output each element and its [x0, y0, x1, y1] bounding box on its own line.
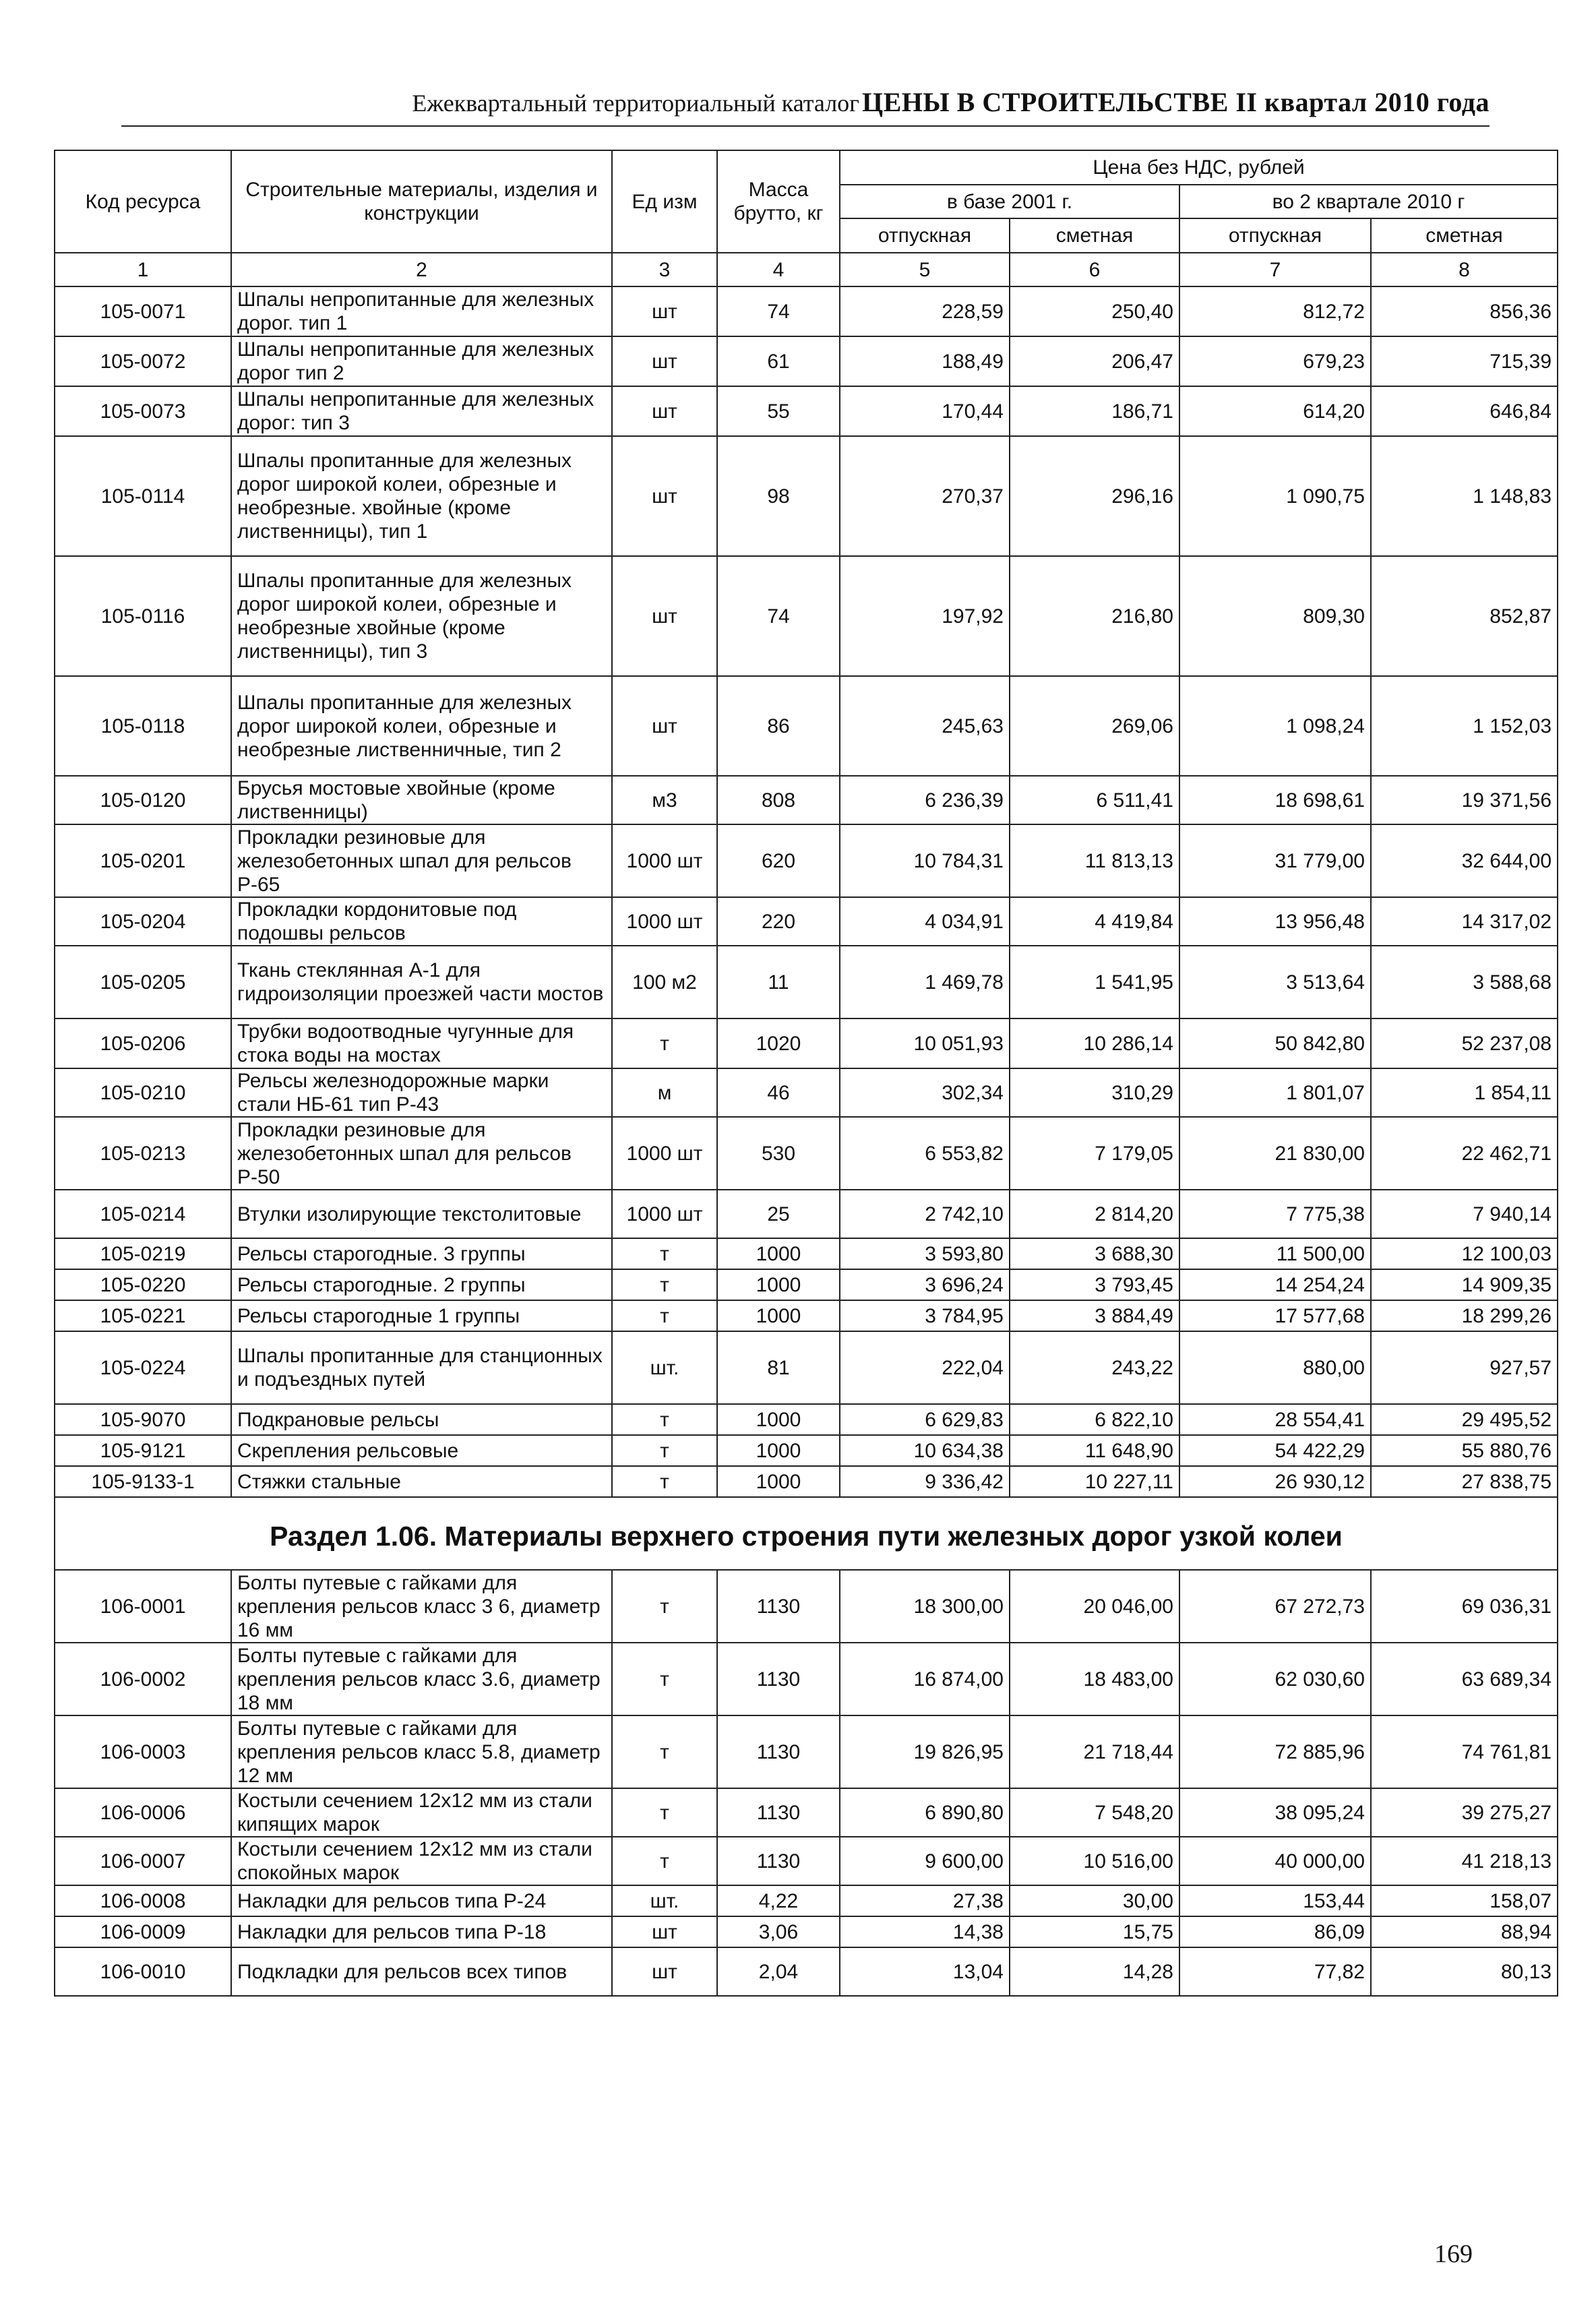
price-release-2001: 27,38 — [840, 1885, 1010, 1916]
mass-cell: 1130 — [717, 1788, 840, 1837]
price-estimate-2001: 250,40 — [1010, 286, 1179, 336]
table-body-section-2 — [55, 1570, 1558, 1996]
unit-cell: т — [612, 1837, 717, 1885]
price-release-2001: 10 784,31 — [840, 824, 1010, 897]
price-release-2001: 10 634,38 — [840, 1435, 1010, 1466]
resource-code: 106-0001 — [55, 1570, 231, 1643]
unit-cell: 1000 шт — [612, 1117, 717, 1190]
mass-cell: 61 — [717, 336, 840, 386]
unit-cell: т — [612, 1466, 717, 1497]
material-name: Шпалы пропитанные для станционных и подъездных путей — [231, 1331, 612, 1404]
price-estimate-2001: 15,75 — [1010, 1916, 1179, 1947]
price-release-2010: 1 801,07 — [1179, 1068, 1371, 1117]
price-estimate-2010: 39 275,27 — [1371, 1788, 1558, 1837]
resource-code: 106-0003 — [55, 1715, 231, 1788]
resource-code: 105-0214 — [55, 1190, 231, 1238]
price-estimate-2001: 20 046,00 — [1010, 1570, 1179, 1643]
price-estimate-2010: 7 940,14 — [1371, 1190, 1558, 1238]
material-name: Стяжки стальные — [231, 1466, 612, 1497]
material-name: Рельсы старогодные 1 группы — [231, 1300, 612, 1331]
mass-cell: 98 — [717, 436, 840, 556]
material-name: Подкрановые рельсы — [231, 1404, 612, 1435]
price-estimate-2010: 1 152,03 — [1371, 676, 1558, 776]
price-estimate-2001: 296,16 — [1010, 436, 1179, 556]
material-name: Шпалы непропитанные для железных дорог. тип 1 — [231, 286, 612, 336]
resource-code: 105-0118 — [55, 676, 231, 776]
price-estimate-2001: 30,00 — [1010, 1885, 1179, 1916]
price-release-2010: 38 095,24 — [1179, 1788, 1371, 1837]
unit-cell: т — [612, 1570, 717, 1643]
resource-code: 105-0219 — [55, 1238, 231, 1269]
table-row — [55, 1018, 1558, 1068]
resource-code: 106-0007 — [55, 1837, 231, 1885]
material-name: Шпалы пропитанные для железных дорог широкой колеи, обрезные и необрезные хвойные (кроме лиственницы), тип 3 — [231, 556, 612, 676]
mass-cell: 1000 — [717, 1238, 840, 1269]
resource-code: 105-0116 — [55, 556, 231, 676]
price-estimate-2001: 1 541,95 — [1010, 946, 1179, 1018]
mass-cell: 81 — [717, 1331, 840, 1404]
price-release-2010: 3 513,64 — [1179, 946, 1371, 1018]
price-release-2010: 17 577,68 — [1179, 1300, 1371, 1331]
section-title: Раздел 1.06. Материалы верхнего строения пути железных дорог узкой колеи — [55, 1497, 1558, 1570]
col-header-estimate-2010: сметная — [1371, 218, 1558, 253]
price-release-2010: 880,00 — [1179, 1331, 1371, 1404]
mass-cell: 1130 — [717, 1643, 840, 1715]
resource-code: 106-0010 — [55, 1947, 231, 1996]
price-release-2001: 19 826,95 — [840, 1715, 1010, 1788]
material-name: Шпалы непропитанные для железных дорог: тип 3 — [231, 386, 612, 436]
column-number: 3 — [612, 253, 717, 286]
price-estimate-2010: 18 299,26 — [1371, 1300, 1558, 1331]
page-number: 169 — [1434, 2240, 1473, 2268]
material-name: Шпалы пропитанные для железных дорог широкой колеи, обрезные и необрезные лиственничные, тип 2 — [231, 676, 612, 776]
material-name: Накладки для рельсов типа Р-24 — [231, 1885, 612, 1916]
mass-cell: 4,22 — [717, 1885, 840, 1916]
mass-cell: 3,06 — [717, 1916, 840, 1947]
resource-code: 105-0114 — [55, 436, 231, 556]
resource-code: 106-0009 — [55, 1916, 231, 1947]
material-name: Трубки водоотводные чугунные для стока воды на мостах — [231, 1018, 612, 1068]
price-estimate-2010: 1 148,83 — [1371, 436, 1558, 556]
col-header-code: Код ресурса — [55, 150, 231, 253]
price-release-2001: 4 034,91 — [840, 897, 1010, 946]
price-estimate-2001: 11 813,13 — [1010, 824, 1179, 897]
price-release-2010: 26 930,12 — [1179, 1466, 1371, 1497]
resource-code: 105-0210 — [55, 1068, 231, 1117]
price-release-2001: 302,34 — [840, 1068, 1010, 1117]
price-release-2010: 62 030,60 — [1179, 1643, 1371, 1715]
price-release-2010: 7 775,38 — [1179, 1190, 1371, 1238]
price-estimate-2001: 269,06 — [1010, 676, 1179, 776]
price-estimate-2010: 52 237,08 — [1371, 1018, 1558, 1068]
unit-cell: шт — [612, 1947, 717, 1996]
table-body — [55, 253, 1558, 1497]
mass-cell: 25 — [717, 1190, 840, 1238]
price-estimate-2010: 3 588,68 — [1371, 946, 1558, 1018]
price-release-2001: 9 600,00 — [840, 1837, 1010, 1885]
mass-cell: 1000 — [717, 1466, 840, 1497]
catalog-label: Ежеквартальный территориальный каталог — [412, 90, 859, 117]
col-header-mass: Масса брутто, кг — [717, 150, 840, 253]
table-row — [55, 436, 1558, 556]
price-estimate-2001: 10 516,00 — [1010, 1837, 1179, 1885]
price-release-2001: 18 300,00 — [840, 1570, 1010, 1643]
unit-cell: 1000 шт — [612, 1190, 717, 1238]
resource-code: 105-0221 — [55, 1300, 231, 1331]
unit-cell: м3 — [612, 776, 717, 824]
col-header-base-2001: в базе 2001 г. — [840, 185, 1179, 218]
price-release-2010: 72 885,96 — [1179, 1715, 1371, 1788]
unit-cell: т — [612, 1238, 717, 1269]
price-release-2001: 228,59 — [840, 286, 1010, 336]
table-row — [55, 1947, 1558, 1996]
price-estimate-2001: 18 483,00 — [1010, 1643, 1179, 1715]
price-estimate-2001: 3 884,49 — [1010, 1300, 1179, 1331]
price-estimate-2010: 646,84 — [1371, 386, 1558, 436]
column-number: 4 — [717, 253, 840, 286]
price-release-2001: 245,63 — [840, 676, 1010, 776]
price-release-2010: 77,82 — [1179, 1947, 1371, 1996]
table-header — [55, 150, 1558, 253]
material-name: Прокладки резиновые для железобетонных шпал для рельсов Р-65 — [231, 824, 612, 897]
price-estimate-2010: 856,36 — [1371, 286, 1558, 336]
resource-code: 106-0002 — [55, 1643, 231, 1715]
mass-cell: 1000 — [717, 1404, 840, 1435]
price-release-2010: 21 830,00 — [1179, 1117, 1371, 1190]
price-release-2001: 188,49 — [840, 336, 1010, 386]
price-release-2010: 18 698,61 — [1179, 776, 1371, 824]
price-estimate-2010: 69 036,31 — [1371, 1570, 1558, 1643]
unit-cell: шт — [612, 386, 717, 436]
price-release-2010: 50 842,80 — [1179, 1018, 1371, 1068]
table-row — [55, 1238, 1558, 1269]
price-estimate-2001: 3 688,30 — [1010, 1238, 1179, 1269]
price-estimate-2001: 243,22 — [1010, 1331, 1179, 1404]
unit-cell: т — [612, 1715, 717, 1788]
price-release-2001: 10 051,93 — [840, 1018, 1010, 1068]
price-estimate-2010: 74 761,81 — [1371, 1715, 1558, 1788]
unit-cell: шт — [612, 286, 717, 336]
material-name: Болты путевые с гайками для крепления рельсов класс 3 6, диаметр 16 мм — [231, 1570, 612, 1643]
price-estimate-2010: 12 100,03 — [1371, 1238, 1558, 1269]
price-release-2010: 153,44 — [1179, 1885, 1371, 1916]
table-row — [55, 1435, 1558, 1466]
mass-cell: 1000 — [717, 1435, 840, 1466]
resource-code: 105-0073 — [55, 386, 231, 436]
price-estimate-2010: 63 689,34 — [1371, 1643, 1558, 1715]
price-release-2010: 1 090,75 — [1179, 436, 1371, 556]
price-release-2010: 67 272,73 — [1179, 1570, 1371, 1643]
mass-cell: 74 — [717, 556, 840, 676]
price-release-2010: 28 554,41 — [1179, 1404, 1371, 1435]
mass-cell: 1130 — [717, 1570, 840, 1643]
price-estimate-2001: 6 822,10 — [1010, 1404, 1179, 1435]
resource-code: 105-0205 — [55, 946, 231, 1018]
mass-cell: 620 — [717, 824, 840, 897]
resource-code: 105-9121 — [55, 1435, 231, 1466]
price-release-2010: 40 000,00 — [1179, 1837, 1371, 1885]
material-name: Втулки изолирующие текстолитовые — [231, 1190, 612, 1238]
price-estimate-2010: 41 218,13 — [1371, 1837, 1558, 1885]
mass-cell: 11 — [717, 946, 840, 1018]
unit-cell: 1000 шт — [612, 897, 717, 946]
price-release-2001: 13,04 — [840, 1947, 1010, 1996]
resource-code: 105-0213 — [55, 1117, 231, 1190]
price-release-2010: 614,20 — [1179, 386, 1371, 436]
price-estimate-2001: 2 814,20 — [1010, 1190, 1179, 1238]
price-estimate-2001: 10 286,14 — [1010, 1018, 1179, 1068]
col-header-release-2001: отпускная — [840, 218, 1010, 253]
price-release-2001: 2 742,10 — [840, 1190, 1010, 1238]
price-release-2010: 31 779,00 — [1179, 824, 1371, 897]
resource-code: 105-9133-1 — [55, 1466, 231, 1497]
price-estimate-2010: 14 909,35 — [1371, 1269, 1558, 1300]
material-name: Болты путевые с гайками для крепления рельсов класс 5.8, диаметр 12 мм — [231, 1715, 612, 1788]
column-number-row — [55, 253, 1558, 286]
col-header-price-group: Цена без НДС, рублей — [840, 150, 1558, 185]
page-header — [121, 86, 1490, 118]
table-row — [55, 676, 1558, 776]
price-estimate-2010: 27 838,75 — [1371, 1466, 1558, 1497]
table-row — [55, 386, 1558, 436]
price-release-2010: 809,30 — [1179, 556, 1371, 676]
table-row — [55, 1068, 1558, 1117]
mass-cell: 2,04 — [717, 1947, 840, 1996]
unit-cell: шт — [612, 556, 717, 676]
table-row — [55, 946, 1558, 1018]
material-name: Рельсы старогодные. 3 группы — [231, 1238, 612, 1269]
header-rule — [121, 125, 1490, 127]
price-estimate-2001: 3 793,45 — [1010, 1269, 1179, 1300]
price-estimate-2010: 852,87 — [1371, 556, 1558, 676]
price-estimate-2010: 715,39 — [1371, 336, 1558, 386]
price-release-2010: 86,09 — [1179, 1916, 1371, 1947]
material-name: Скрепления рельсовые — [231, 1435, 612, 1466]
section-heading — [55, 1497, 1558, 1570]
mass-cell: 86 — [717, 676, 840, 776]
price-estimate-2001: 7 179,05 — [1010, 1117, 1179, 1190]
price-release-2010: 11 500,00 — [1179, 1238, 1371, 1269]
catalog-title: ЦЕНЫ В СТРОИТЕЛЬСТВЕ II квартал 2010 года — [861, 87, 1490, 117]
price-table — [54, 150, 1558, 1997]
material-name: Прокладки резиновые для железобетонных шпал для рельсов Р-50 — [231, 1117, 612, 1190]
material-name: Рельсы старогодные. 2 группы — [231, 1269, 612, 1300]
mass-cell: 1020 — [717, 1018, 840, 1068]
table-row — [55, 1331, 1558, 1404]
resource-code: 105-0224 — [55, 1331, 231, 1404]
table-row — [55, 1300, 1558, 1331]
material-name: Костыли сечением 12х12 мм из стали кипящих марок — [231, 1788, 612, 1837]
col-header-q2-2010: во 2 квартале 2010 г — [1179, 185, 1558, 218]
mass-cell: 1000 — [717, 1300, 840, 1331]
price-estimate-2010: 927,57 — [1371, 1331, 1558, 1404]
col-header-release-2010: отпускная — [1179, 218, 1371, 253]
mass-cell: 1130 — [717, 1715, 840, 1788]
price-release-2001: 3 593,80 — [840, 1238, 1010, 1269]
column-number: 5 — [840, 253, 1010, 286]
price-release-2010: 679,23 — [1179, 336, 1371, 386]
price-release-2001: 9 336,42 — [840, 1466, 1010, 1497]
table-row — [55, 1404, 1558, 1435]
price-release-2001: 6 236,39 — [840, 776, 1010, 824]
material-name: Костыли сечением 12х12 мм из стали спокойных марок — [231, 1837, 612, 1885]
price-release-2010: 14 254,24 — [1179, 1269, 1371, 1300]
column-number: 6 — [1010, 253, 1179, 286]
price-estimate-2010: 32 644,00 — [1371, 824, 1558, 897]
table-row — [55, 1190, 1558, 1238]
table-row — [55, 556, 1558, 676]
price-release-2001: 197,92 — [840, 556, 1010, 676]
table-row — [55, 1916, 1558, 1947]
price-estimate-2010: 14 317,02 — [1371, 897, 1558, 946]
unit-cell: шт. — [612, 1331, 717, 1404]
unit-cell: т — [612, 1018, 717, 1068]
resource-code: 105-0201 — [55, 824, 231, 897]
material-name: Ткань стеклянная А-1 для гидроизоляции проезжей части мостов — [231, 946, 612, 1018]
unit-cell: шт — [612, 336, 717, 386]
price-release-2010: 54 422,29 — [1179, 1435, 1371, 1466]
material-name: Болты путевые с гайками для крепления рельсов класс 3.6, диаметр 18 мм — [231, 1643, 612, 1715]
material-name: Шпалы пропитанные для железных дорог широкой колеи, обрезные и необрезные. хвойные (кроме лиственницы), тип 1 — [231, 436, 612, 556]
table-row — [55, 1837, 1558, 1885]
unit-cell: т — [612, 1788, 717, 1837]
mass-cell: 1000 — [717, 1269, 840, 1300]
table-row — [55, 1788, 1558, 1837]
price-release-2001: 3 784,95 — [840, 1300, 1010, 1331]
price-estimate-2010: 55 880,76 — [1371, 1435, 1558, 1466]
material-name: Подкладки для рельсов всех типов — [231, 1947, 612, 1996]
mass-cell: 55 — [717, 386, 840, 436]
unit-cell: шт — [612, 436, 717, 556]
table-row — [55, 1885, 1558, 1916]
price-estimate-2001: 10 227,11 — [1010, 1466, 1179, 1497]
unit-cell: т — [612, 1300, 717, 1331]
price-estimate-2010: 1 854,11 — [1371, 1068, 1558, 1117]
unit-cell: т — [612, 1404, 717, 1435]
mass-cell: 46 — [717, 1068, 840, 1117]
table-row — [55, 897, 1558, 946]
mass-cell: 530 — [717, 1117, 840, 1190]
unit-cell: т — [612, 1269, 717, 1300]
column-number: 2 — [231, 253, 612, 286]
price-release-2001: 6 890,80 — [840, 1788, 1010, 1837]
resource-code: 106-0006 — [55, 1788, 231, 1837]
resource-code: 105-0120 — [55, 776, 231, 824]
material-name: Прокладки кордонитовые под подошвы рельсов — [231, 897, 612, 946]
resource-code: 105-0072 — [55, 336, 231, 386]
price-estimate-2001: 14,28 — [1010, 1947, 1179, 1996]
table-row — [55, 1117, 1558, 1190]
price-estimate-2001: 186,71 — [1010, 386, 1179, 436]
col-header-unit: Ед изм — [612, 150, 717, 253]
unit-cell: 1000 шт — [612, 824, 717, 897]
mass-cell: 1130 — [717, 1837, 840, 1885]
material-name: Рельсы железнодорожные марки стали НБ-61 тип Р-43 — [231, 1068, 612, 1117]
material-name: Брусья мостовые хвойные (кроме лиственницы) — [231, 776, 612, 824]
price-estimate-2001: 206,47 — [1010, 336, 1179, 386]
price-release-2001: 1 469,78 — [840, 946, 1010, 1018]
table-row — [55, 1643, 1558, 1715]
resource-code: 105-0204 — [55, 897, 231, 946]
price-release-2001: 16 874,00 — [840, 1643, 1010, 1715]
price-release-2001: 222,04 — [840, 1331, 1010, 1404]
price-release-2001: 6 553,82 — [840, 1117, 1010, 1190]
mass-cell: 220 — [717, 897, 840, 946]
column-number: 1 — [55, 253, 231, 286]
price-estimate-2010: 80,13 — [1371, 1947, 1558, 1996]
price-estimate-2001: 7 548,20 — [1010, 1788, 1179, 1837]
unit-cell: т — [612, 1643, 717, 1715]
price-estimate-2010: 22 462,71 — [1371, 1117, 1558, 1190]
price-estimate-2001: 4 419,84 — [1010, 897, 1179, 946]
price-estimate-2010: 29 495,52 — [1371, 1404, 1558, 1435]
price-estimate-2010: 88,94 — [1371, 1916, 1558, 1947]
price-release-2010: 13 956,48 — [1179, 897, 1371, 946]
price-release-2001: 3 696,24 — [840, 1269, 1010, 1300]
price-estimate-2001: 6 511,41 — [1010, 776, 1179, 824]
mass-cell: 808 — [717, 776, 840, 824]
material-name: Шпалы непропитанные для железных дорог тип 2 — [231, 336, 612, 386]
price-estimate-2001: 21 718,44 — [1010, 1715, 1179, 1788]
unit-cell: 100 м2 — [612, 946, 717, 1018]
price-release-2001: 6 629,83 — [840, 1404, 1010, 1435]
unit-cell: шт. — [612, 1885, 717, 1916]
resource-code: 106-0008 — [55, 1885, 231, 1916]
col-header-estimate-2001: сметная — [1010, 218, 1179, 253]
resource-code: 105-9070 — [55, 1404, 231, 1435]
table-row — [55, 1715, 1558, 1788]
price-estimate-2001: 310,29 — [1010, 1068, 1179, 1117]
table-row — [55, 1466, 1558, 1497]
unit-cell: шт — [612, 676, 717, 776]
price-estimate-2001: 11 648,90 — [1010, 1435, 1179, 1466]
table-row — [55, 286, 1558, 336]
price-release-2010: 1 098,24 — [1179, 676, 1371, 776]
resource-code: 105-0220 — [55, 1269, 231, 1300]
resource-code: 105-0071 — [55, 286, 231, 336]
column-number: 8 — [1371, 253, 1558, 286]
price-estimate-2001: 216,80 — [1010, 556, 1179, 676]
column-number: 7 — [1179, 253, 1371, 286]
price-release-2001: 270,37 — [840, 436, 1010, 556]
table-row — [55, 824, 1558, 897]
resource-code: 105-0206 — [55, 1018, 231, 1068]
table-row — [55, 776, 1558, 824]
table-row — [55, 1570, 1558, 1643]
unit-cell: т — [612, 1435, 717, 1466]
table-row — [55, 336, 1558, 386]
material-name: Накладки для рельсов типа Р-18 — [231, 1916, 612, 1947]
price-release-2001: 14,38 — [840, 1916, 1010, 1947]
price-release-2010: 812,72 — [1179, 286, 1371, 336]
unit-cell: шт — [612, 1916, 717, 1947]
price-release-2001: 170,44 — [840, 386, 1010, 436]
mass-cell: 74 — [717, 286, 840, 336]
price-estimate-2010: 158,07 — [1371, 1885, 1558, 1916]
unit-cell: м — [612, 1068, 717, 1117]
table-row — [55, 1269, 1558, 1300]
col-header-name: Строительные материалы, изделия и конструкции — [231, 150, 612, 253]
price-estimate-2010: 19 371,56 — [1371, 776, 1558, 824]
